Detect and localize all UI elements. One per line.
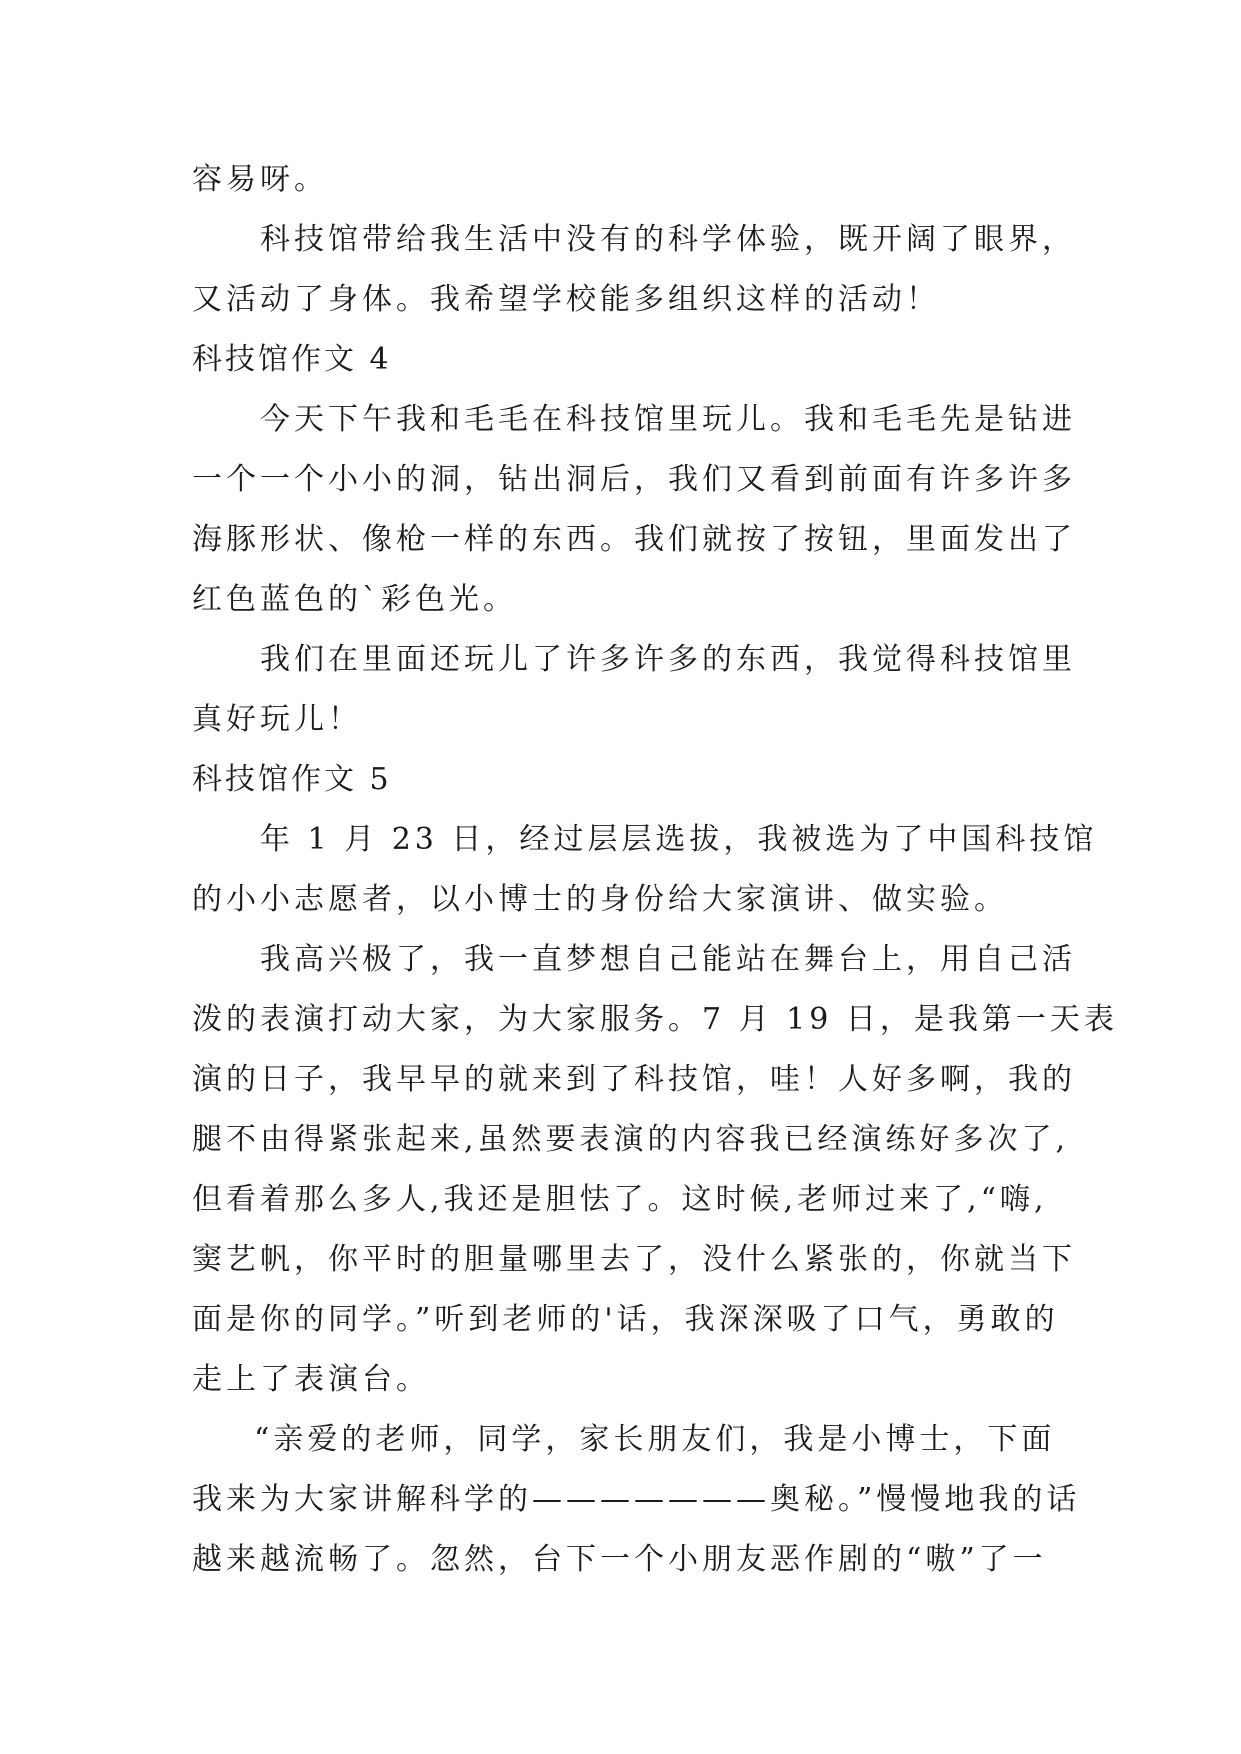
- text-line: 越来越流畅了。忽然，台下一个小朋友恶作剧的“嗷”了一: [192, 1542, 1047, 1577]
- text-line: 又活动了身体。我希望学校能多组织这样的活动！: [192, 282, 940, 317]
- paragraph-start: 今天下午我和毛毛在科技馆里玩儿。我和毛毛先是钻进: [260, 402, 1076, 437]
- text-line: 面是你的同学。”听到老师的'话，我深深吸了口气，勇敢的: [192, 1302, 1059, 1337]
- text-line: 容易呀。: [192, 162, 328, 197]
- paragraph-start: 我们在里面还玩儿了许多许多的东西，我觉得科技馆里: [260, 642, 1076, 677]
- text-line: 演的日子，我早早的就来到了科技馆，哇！人好多啊，我的: [192, 1062, 1076, 1097]
- text-line: 一个一个小小的洞，钻出洞后，我们又看到前面有许多许多: [192, 462, 1076, 497]
- paragraph-start: 我高兴极了，我一直梦想自己能站在舞台上，用自己活: [260, 942, 1076, 977]
- text-line: 窦艺帆，你平时的胆量哪里去了，没什么紧张的，你就当下: [192, 1242, 1076, 1277]
- text-line: 红色蓝色的`彩色光。: [192, 582, 517, 617]
- text-line: 走上了表演台。: [192, 1362, 430, 1397]
- text-line: 我来为大家讲解科学的———————奥秘。”慢慢地我的话: [192, 1482, 1081, 1517]
- text-line: 的小小志愿者，以小博士的身份给大家演讲、做实验。: [192, 882, 1008, 917]
- text-line: 真好玩儿！: [192, 702, 362, 737]
- text-line: 腿不由得紧张起来,虽然要表演的内容我已经演练好多次了,: [192, 1122, 1070, 1157]
- section-heading: 科技馆作文 5: [192, 762, 392, 797]
- document-page: [192, 150, 1118, 1590]
- text-line: 但看着那么多人,我还是胆怯了。这时候,老师过来了,“嗨,: [192, 1182, 1048, 1217]
- section-heading: 科技馆作文 4: [192, 342, 392, 377]
- paragraph-start: 年 1 月 23 日，经过层层选拔，我被选为了中国科技馆: [260, 822, 1098, 857]
- text-line: 泼的表演打动大家，为大家服务。7 月 19 日，是我第一天表: [192, 1002, 1118, 1037]
- paragraph-start: 科技馆带给我生活中没有的科学体验，既开阔了眼界，: [260, 222, 1076, 257]
- paragraph-start: “亲爱的老师，同学，家长朋友们，我是小博士，下面: [254, 1422, 1056, 1457]
- text-line: 海豚形状、像枪一样的东西。我们就按了按钮，里面发出了: [192, 522, 1076, 557]
